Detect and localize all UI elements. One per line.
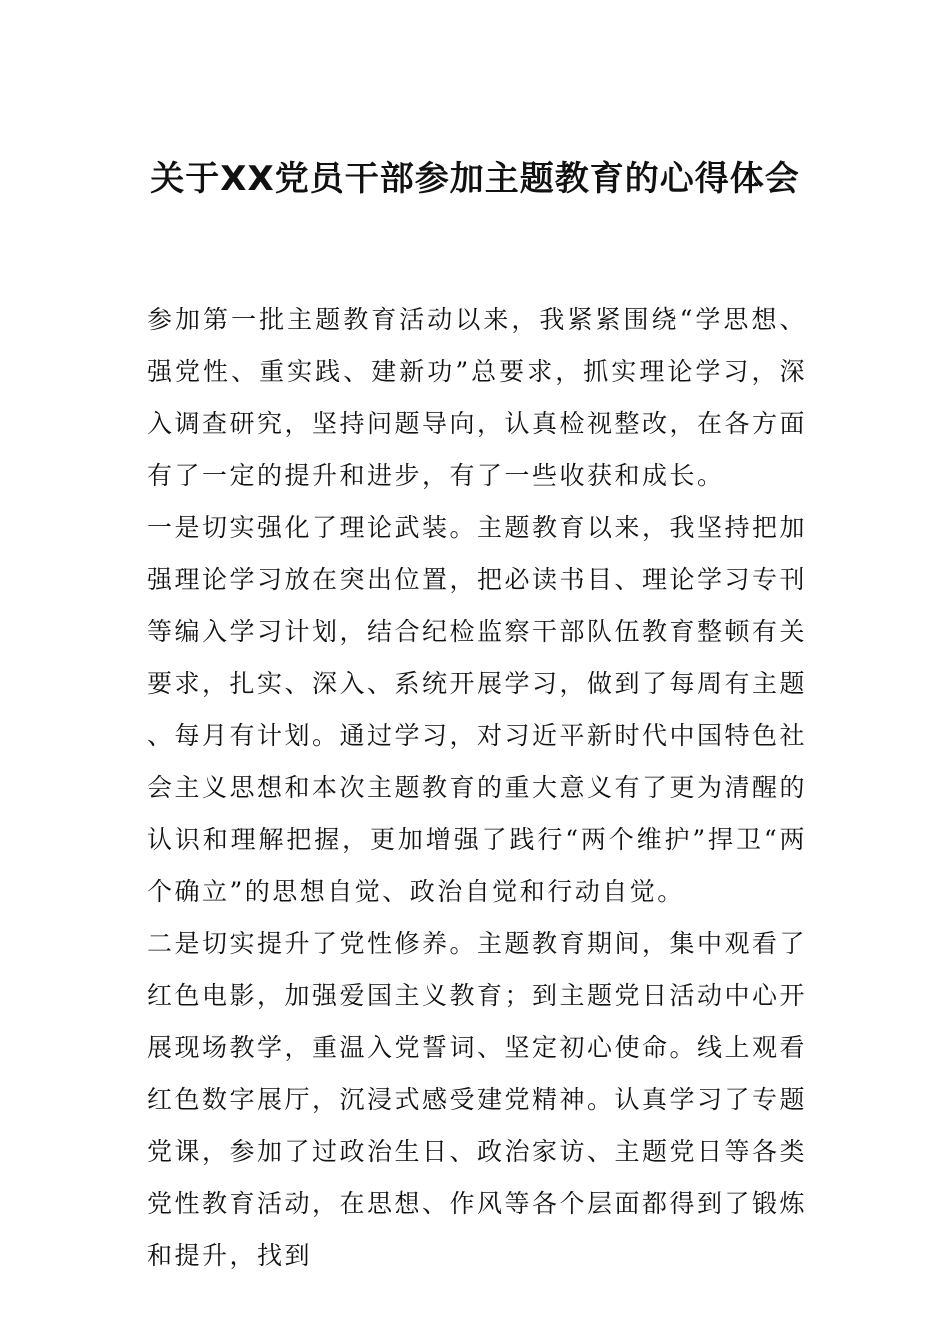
paragraph-intro: 参加第一批主题教育活动以来，我紧紧围绕“学思想、强党性、重实践、建新功”总要求，抓实理论学习，深入调查研究，坚持问题导向，认真检视整改，在各方面有了一定的提升和进步，有了一些收获和成长。 [147, 305, 808, 490]
document-title: 关于XX党员干部参加主题教育的心得体会 [150, 159, 800, 199]
paragraph-party-spirit: 二是切实提升了党性修养。主题教育期间，集中观看了红色电影，加强爱国主义教育；到主题党日活动中心开展现场教学，重温入党誓词、坚定初心使命。线上观看红色数字展厅，沉浸式感受建党精神。认真学习了专题党课，参加了过政治生日、政治家访、主题党日等各类党性教育活动，在思想、作风等各个层面都得到了锻炼和提升，找到 [147, 929, 808, 1270]
paragraph-theory: 一是切实强化了理论武装。主题教育以来，我坚持把加强理论学习放在突出位置，把必读书目、理论学习专刊等编入学习计划，结合纪检监察干部队伍教育整顿有关要求，扎实、深入、系统开展学习，做到了每周有主题、每月有计划。通过学习，对习近平新时代中国特色社会主义思想和本次主题教育的重大意义有了更为清醒的认识和理解把握，更加增强了践行“两个维护”捍卫“两个确立”的思想自觉、政治自觉和行动自觉。 [147, 513, 808, 906]
document-body [147, 294, 807, 1282]
